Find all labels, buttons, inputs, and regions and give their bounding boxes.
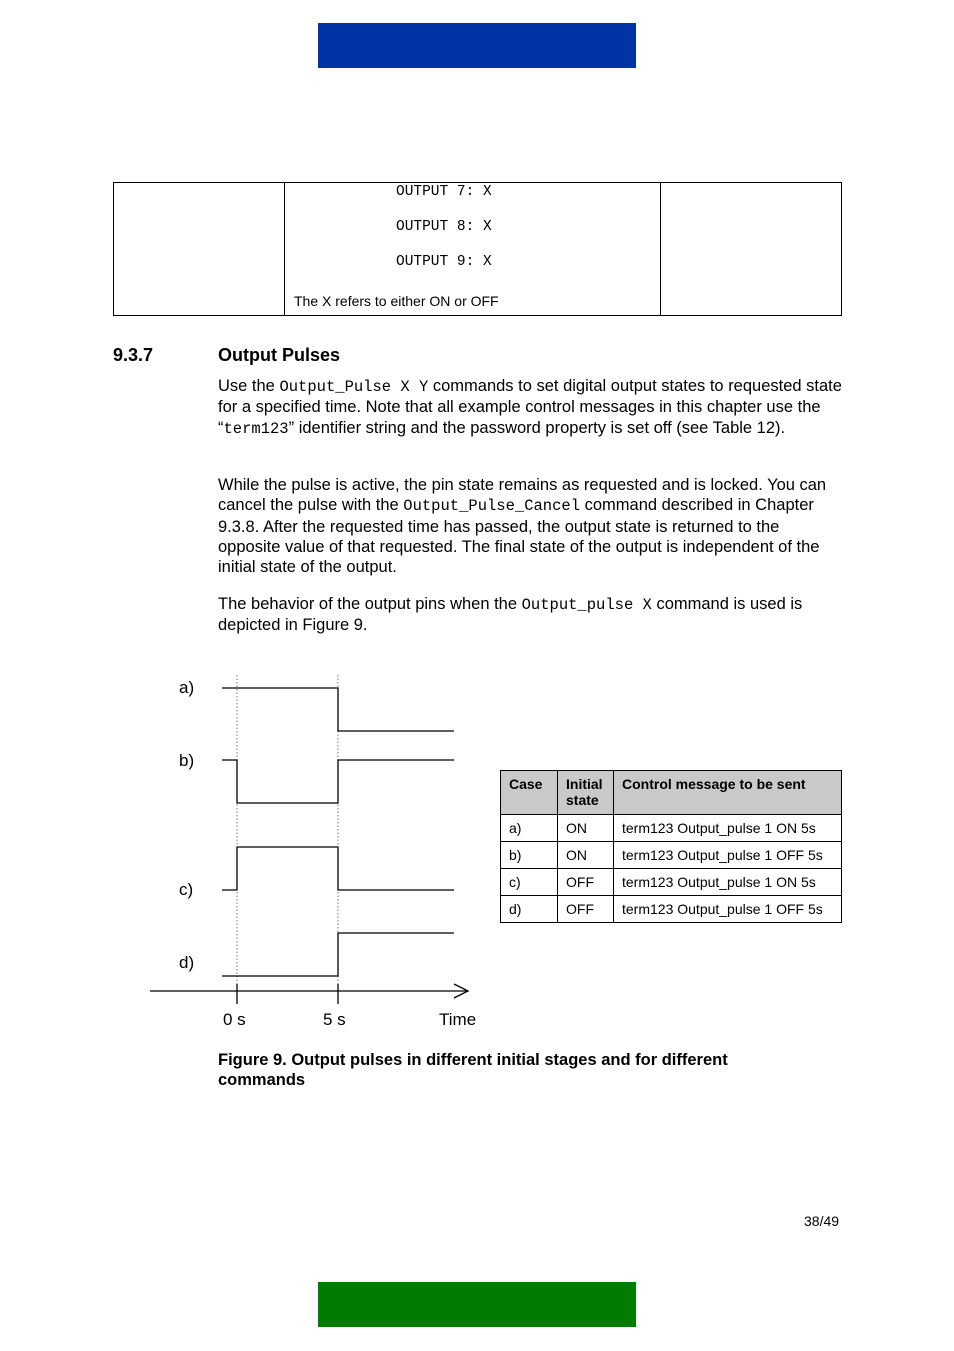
code-output-pulse-x: Output_pulse X (521, 596, 652, 614)
waveform-a (222, 688, 454, 731)
code-output-pulse-cancel: Output_Pulse_Cancel (403, 497, 581, 516)
table-row (501, 869, 842, 896)
case-label-b: b) (179, 751, 195, 770)
header-control-message: Control message to be sent (614, 771, 842, 815)
tick-label-5s: 5 s (323, 1010, 346, 1029)
figure-caption: Figure 9. Output pulses in different initial stages and for different commands (218, 1051, 728, 1090)
cell-case: a) (501, 815, 558, 842)
tick-label-0s: 0 s (223, 1010, 246, 1029)
page-number: 38/49 (804, 1213, 840, 1229)
section-number: 9.3.7 (113, 345, 154, 365)
section-title: Output Pulses (218, 345, 341, 365)
cell-initial-state: ON (558, 842, 614, 869)
paragraph-behavior: The behavior of the output pins when the Output_pulse X command is used is depicted in Figure 9. (218, 595, 803, 635)
cell-case: b) (501, 842, 558, 869)
cell-initial-state: OFF (558, 896, 614, 923)
cell-control-message: term123 Output_pulse 1 OFF 5s (614, 896, 842, 923)
output-line-9: OUTPUT 9: X (396, 254, 492, 270)
cell-case: d) (501, 896, 558, 923)
cell-case: c) (501, 869, 558, 896)
case-table (500, 770, 842, 923)
waveform-b (222, 760, 454, 803)
header-initial-state: Initial state (558, 771, 614, 815)
paragraph-intro: Use the Output_Pulse X Y commands to set digital output states to requested state for a specified time. Note that all example control messages in this chapter use the “term123” identifier string and the password property is set off (see Table 12). (218, 377, 842, 438)
waveform-c (222, 847, 454, 890)
code-output-pulse: Output_Pulse X Y (279, 378, 429, 396)
table-row (501, 815, 842, 842)
axis-label-time: Time (439, 1010, 477, 1029)
output-line-7: OUTPUT 7: X (396, 184, 492, 200)
cell-control-message: term123 Output_pulse 1 ON 5s (614, 869, 842, 896)
case-table-header-row (501, 771, 842, 815)
header-case: Case (501, 771, 558, 815)
table-row (501, 842, 842, 869)
output-line-8: OUTPUT 8: X (396, 219, 492, 235)
table-note: The X refers to either ON or OFF (294, 293, 499, 309)
case-label-d: d) (179, 953, 195, 972)
paragraph-pulse-active: While the pulse is active, the pin state remains as requested and is locked. You can cancel the pulse with the Output_Pulse_Cancel command described in Chapter 9.3.8. After the requested time has passed, the output state is returned to the opposite value of that requested. The final state of the output is independent of the initial state of the output. (218, 476, 827, 577)
case-label-a: a) (179, 678, 195, 697)
case-label-c: c) (179, 880, 194, 899)
cell-control-message: term123 Output_pulse 1 ON 5s (614, 815, 842, 842)
cell-control-message: term123 Output_pulse 1 OFF 5s (614, 842, 842, 869)
code-term123: term123 (223, 419, 289, 438)
cell-initial-state: ON (558, 815, 614, 842)
table-row (501, 896, 842, 923)
cell-initial-state: OFF (558, 869, 614, 896)
footer-color-band (318, 1282, 636, 1327)
waveform-d (222, 933, 454, 976)
